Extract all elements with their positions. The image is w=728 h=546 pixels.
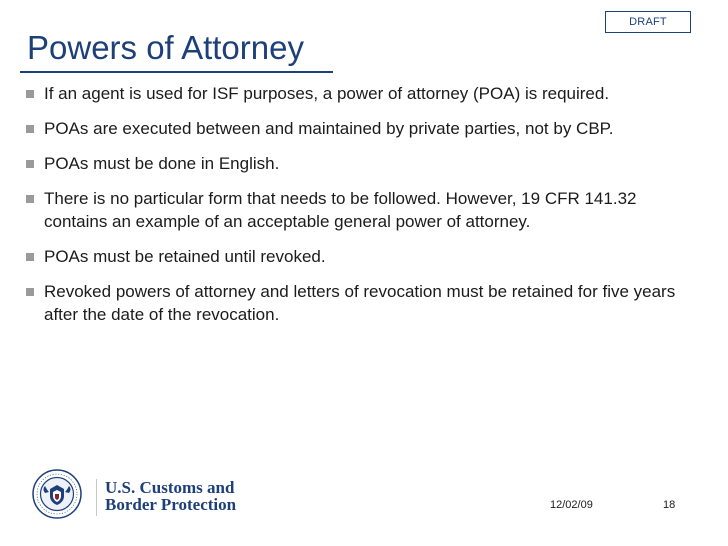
title-underline	[20, 71, 333, 73]
square-bullet-icon	[26, 288, 34, 296]
bullet-item	[23, 245, 683, 268]
bullet-text: If an agent is used for ISF purposes, a power of attorney (POA) is required.	[44, 84, 610, 103]
bullet-item	[23, 82, 683, 105]
square-bullet-icon	[26, 253, 34, 261]
bullet-item	[23, 152, 683, 175]
bullet-text: Revoked powers of attorney and letters of revocation must be retained for five years after the date of the revocation.	[44, 282, 676, 324]
bullet-item	[23, 280, 683, 326]
cbp-wordmark	[105, 479, 236, 513]
bullet-text: POAs are executed between and maintained by private parties, not by CBP.	[44, 119, 614, 138]
square-bullet-icon	[26, 160, 34, 168]
logo-line-1: U.S. Customs and	[105, 478, 235, 497]
logo-line-2: Border Protection	[105, 495, 237, 514]
page-number: 18	[663, 499, 676, 511]
footer-date: 12/02/09	[550, 499, 593, 511]
square-bullet-icon	[26, 195, 34, 203]
draft-badge: DRAFT	[605, 11, 691, 33]
bullet-item	[23, 187, 683, 233]
bullet-list	[23, 82, 683, 326]
logo-divider	[96, 479, 97, 516]
bullet-text: POAs must be retained until revoked.	[44, 247, 326, 266]
bullet-text: POAs must be done in English.	[44, 154, 280, 173]
dhs-seal-icon	[32, 469, 82, 519]
bullet-text: There is no particular form that needs to be followed. However, 19 CFR 141.32 contains an example of an acceptable general power of attorney.	[44, 189, 637, 231]
square-bullet-icon	[26, 90, 34, 98]
bullet-item	[23, 117, 683, 140]
cbp-logo	[27, 466, 257, 524]
square-bullet-icon	[26, 125, 34, 133]
slide-title: Powers of Attorney	[27, 29, 304, 66]
